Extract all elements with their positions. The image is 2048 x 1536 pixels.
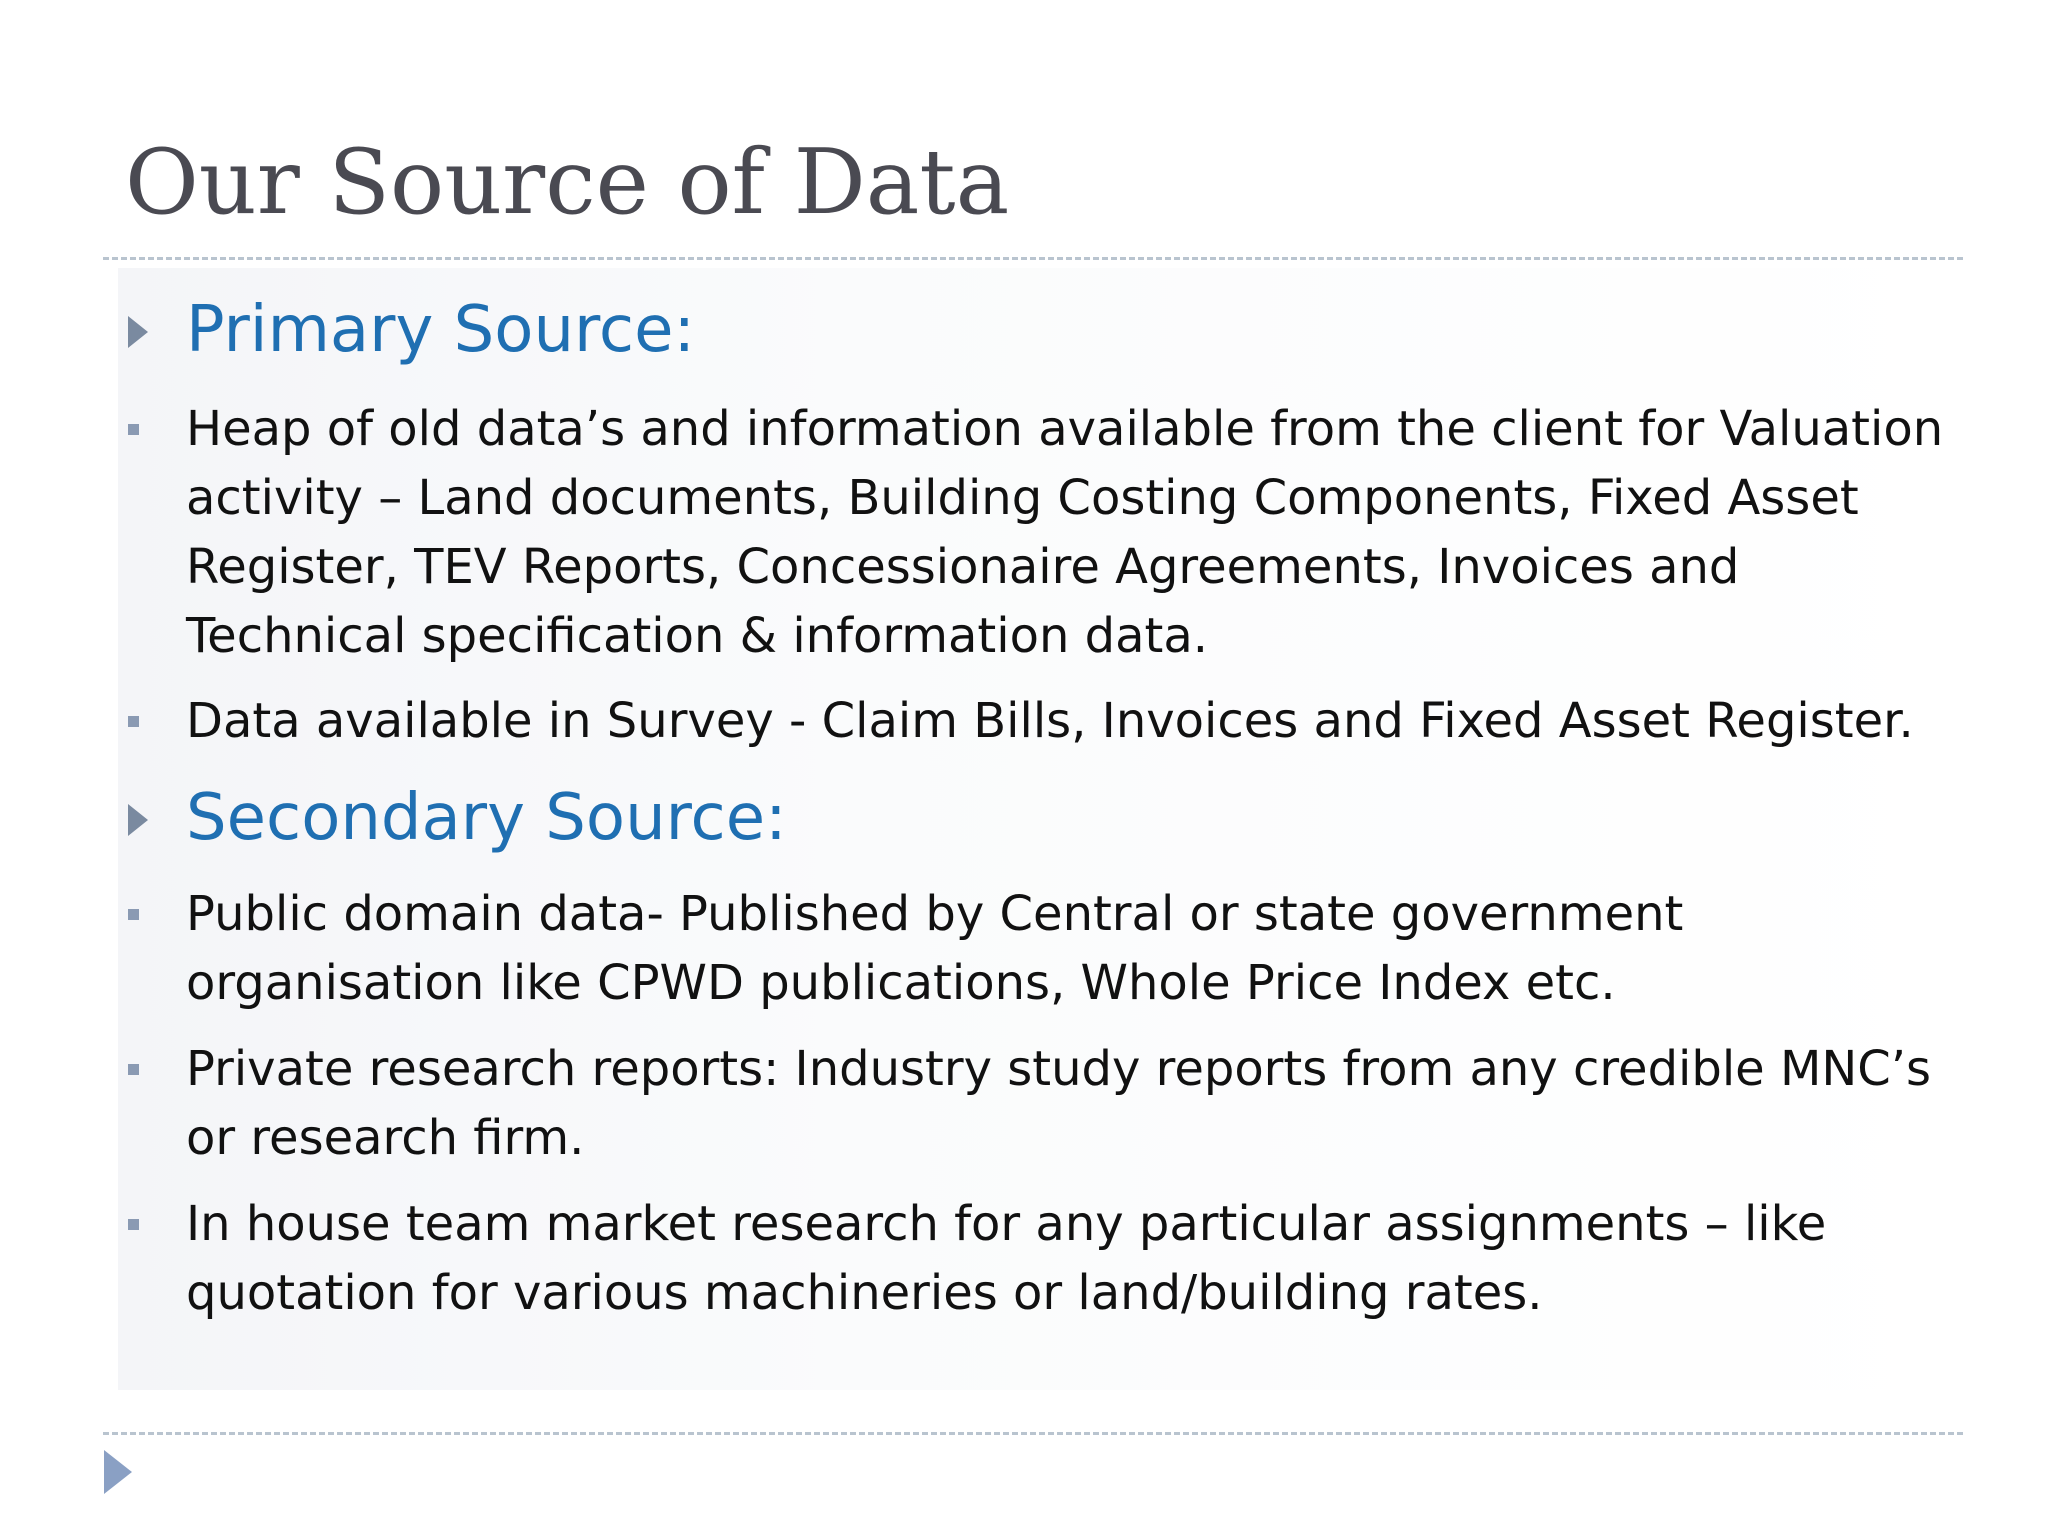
secondary-item-2: Private research reports: Industry study reports from any credible MNC’s or research firm.: [186, 1041, 1932, 1166]
square-bullet-icon: [128, 424, 139, 435]
square-bullet-icon: [128, 909, 139, 920]
corner-triangle-icon: [104, 1450, 132, 1494]
primary-item-2: Data available in Survey - Claim Bills, Invoices and Fixed Asset Register.: [186, 693, 1914, 749]
heading-triangle-icon: [128, 804, 148, 836]
heading-triangle-icon: [128, 316, 148, 348]
top-divider: [103, 257, 1963, 260]
square-bullet-icon: [128, 1064, 139, 1075]
bottom-divider: [103, 1432, 1963, 1435]
secondary-item-1: Public domain data- Published by Central or state government organisation like CPWD publications, Whole Price Index etc.: [186, 886, 1684, 1011]
primary-source-heading: Primary Source:: [186, 293, 696, 367]
primary-item-1: Heap of old data’s and information available from the client for Valuation activity – Land documents, Building Costing Components, Fixed Asset Register, TEV Reports, Concessionaire Agreements, Invoices and Technical specification & information data.: [186, 401, 1944, 664]
square-bullet-icon: [128, 1219, 139, 1230]
slide-title: Our Source of Data: [125, 130, 1010, 235]
secondary-item-3: In house team market research for any particular assignments – like quotation for various machineries or land/building rates.: [186, 1196, 1827, 1321]
square-bullet-icon: [128, 716, 139, 727]
secondary-source-heading: Secondary Source:: [186, 781, 787, 855]
